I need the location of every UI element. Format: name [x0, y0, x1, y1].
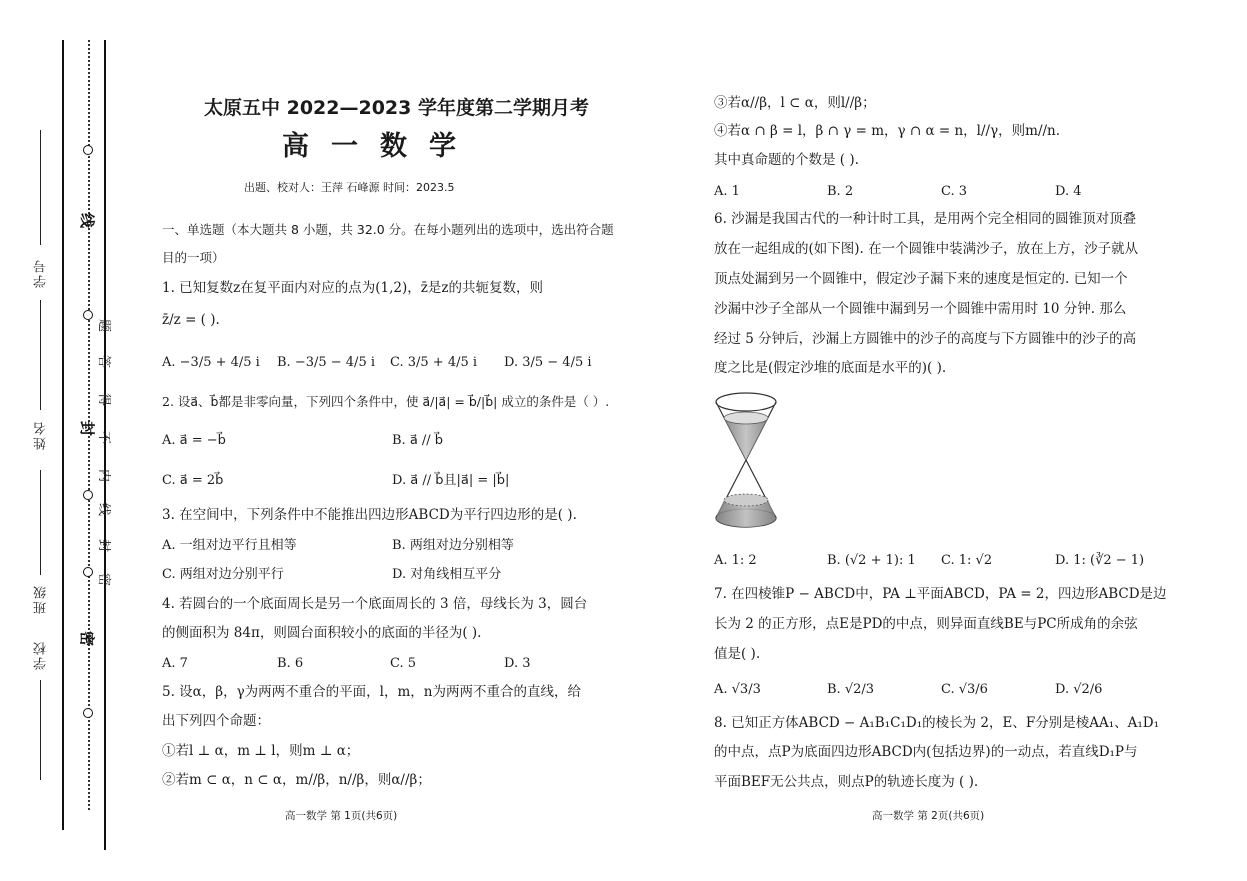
q1-option-c[interactable]: C. 3/5 + 4/5 i	[390, 355, 478, 370]
warn-char: 得	[96, 392, 112, 407]
q7-option-d[interactable]: D. √2/6	[1055, 682, 1103, 697]
warn-char: 封	[96, 538, 112, 553]
warn-char: 题	[96, 318, 112, 333]
warn-char: 线	[96, 502, 112, 517]
label-name: 姓名	[34, 420, 49, 450]
q6-line: 沙漏中沙子全部从一个圆锥中漏到另一个圆锥中需用时 10 分钟. 那么	[714, 301, 1127, 317]
q1-option-d[interactable]: D. 3/5 − 4/5 i	[504, 355, 592, 370]
q5-option-d[interactable]: D. 4	[1055, 184, 1082, 199]
binding-outer-line	[62, 40, 64, 830]
q1-stem: 1. 已知复数z在复平面内对应的点为(1,2)，z̄是z的共轭复数，则	[162, 280, 544, 296]
q3-option-d[interactable]: D. 对角线相互平分	[392, 567, 502, 582]
page-2	[700, 0, 1220, 881]
q3-option-b[interactable]: B. 两组对边分别相等	[392, 538, 514, 553]
q5-stem: 5. 设α，β，γ为两两不重合的平面，l，m，n为两两不重合的直线，给	[162, 684, 581, 700]
warn-char: 答	[96, 354, 112, 369]
exam-title: 太原五中 2022—2023 学年度第二学期月考	[204, 97, 589, 119]
q7-line: 长为 2 的正方形，点E是PD的中点，则异面直线BE与PC所成角的余弦	[714, 616, 1138, 632]
warn-char: 密	[96, 572, 112, 587]
section-heading-cont: 目的一项）	[162, 250, 225, 265]
q1-option-a[interactable]: A. −3/5 + 4/5 i	[162, 355, 260, 370]
q8-line: 平面BEF无公共点，则点P的轨迹长度为 ( ).	[714, 774, 979, 790]
binding-hole	[83, 145, 93, 155]
q2-option-d[interactable]: D. a⃗ // b⃗且|a⃗| = |b⃗|	[392, 473, 510, 488]
q5-option-b[interactable]: B. 2	[827, 184, 854, 199]
page-1-footer: 高一数学 第 1页(共6页)	[285, 810, 398, 822]
warn-char: 不	[96, 430, 112, 445]
q3-option-a[interactable]: A. 一组对边平行且相等	[162, 538, 297, 553]
q4-stem-cont: 的侧面积为 84π，则圆台面积较小的底面的半径为( ).	[162, 625, 482, 641]
field-name[interactable]	[40, 300, 41, 410]
hourglass-figure	[710, 388, 782, 533]
binding-strip	[0, 0, 140, 881]
exam-subject: 高一数学	[282, 131, 478, 162]
warn-char: 内	[96, 468, 112, 483]
label-student-no: 学号	[34, 258, 49, 288]
field-student-no[interactable]	[40, 130, 41, 245]
binding-hole	[83, 490, 93, 500]
page-1	[140, 0, 620, 881]
q6-option-c[interactable]: C. 1: √2	[941, 553, 993, 568]
q4-stem: 4. 若圆台的一个底面周长是另一个底面周长的 3 倍，母线长为 3，圆台	[162, 596, 588, 612]
q6-option-d[interactable]: D. 1: (∛2 − 1)	[1055, 553, 1145, 568]
q5-stem-cont: 出下列四个命题：	[162, 713, 270, 729]
q6-line: 度之比是(假定沙堆的底面是水平的)( ).	[714, 360, 947, 376]
q1-option-b[interactable]: B. −3/5 − 4/5 i	[277, 355, 376, 370]
q8-line: 8. 已知正方体ABCD − A₁B₁C₁D₁的棱长为 2，E、F分别是棱AA₁、A₁D₁	[714, 715, 1160, 731]
q7-option-b[interactable]: B. √2/3	[827, 682, 875, 697]
q4-option-d[interactable]: D. 3	[504, 656, 531, 671]
q1-stem-cont: z̄/z = ( ).	[162, 312, 220, 328]
q6-option-b[interactable]: B. (√2 + 1): 1	[827, 553, 916, 568]
q6-line: 6. 沙漏是我国古代的一种计时工具，是用两个完全相同的圆锥顶对顶叠	[714, 211, 1137, 227]
section-heading: 一、单选题（本大题共 8 小题，共 32.0 分。在每小题列出的选项中，选出符合题	[162, 222, 614, 237]
q5-proposition-4: ④若α ∩ β = l，β ∩ γ = m，γ ∩ α = n，l//γ，则m//n.	[714, 123, 1061, 139]
seal-char-xian: 线	[78, 212, 97, 229]
field-class[interactable]	[40, 470, 41, 575]
q4-option-a[interactable]: A. 7	[162, 656, 188, 671]
q3-option-c[interactable]: C. 两组对边分别平行	[162, 567, 284, 582]
q4-option-c[interactable]: C. 5	[390, 656, 417, 671]
q5-option-a[interactable]: A. 1	[714, 184, 740, 199]
binding-inner-line	[104, 40, 106, 850]
q7-option-c[interactable]: C. √3/6	[941, 682, 988, 697]
q7-line: 7. 在四棱锥P − ABCD中，PA ⊥平面ABCD，PA = 2，四边形ABCD是边	[714, 586, 1167, 602]
field-school[interactable]	[40, 680, 41, 780]
q5-proposition-1: ①若l ⊥ α，m ⊥ l，则m ⊥ α；	[162, 743, 360, 759]
q4-option-b[interactable]: B. 6	[277, 656, 304, 671]
binding-hole	[83, 708, 93, 718]
binding-hole	[83, 310, 93, 320]
label-school: 学校	[34, 640, 49, 670]
author-line: 出题、校对人：王萍 石峰源 时间：2023.5	[244, 181, 455, 194]
q6-option-a[interactable]: A. 1: 2	[714, 553, 757, 568]
q2-option-c[interactable]: C. a⃗ = 2b⃗	[162, 473, 224, 488]
q5-proposition-3: ③若α//β，l ⊂ α，则l//β；	[714, 95, 876, 111]
q8-line: 的中点，点P为底面四边形ABCD内(包括边界)的一动点，若直线D₁P与	[714, 744, 1138, 760]
label-class: 班级	[34, 584, 49, 614]
q2-option-a[interactable]: A. a⃗ = −b⃗	[162, 433, 226, 448]
page-2-footer: 高一数学 第 2页(共6页)	[872, 810, 985, 822]
q7-line: 值是( ).	[714, 646, 761, 662]
q6-line: 放在一起组成的(如下图). 在一个圆锥中装满沙子，放在上方，沙子就从	[714, 241, 1139, 257]
q6-line: 顶点处漏到另一个圆锥中，假定沙子漏下来的速度是恒定的. 已知一个	[714, 271, 1128, 287]
seal-char-mi: 密	[78, 630, 97, 647]
q2-option-b[interactable]: B. a⃗ // b⃗	[392, 433, 444, 448]
q5-ask: 其中真命题的个数是 ( ).	[714, 152, 859, 168]
binding-hole	[83, 567, 93, 577]
q3-stem: 3. 在空间中，下列条件中不能推出四边形ABCD为平行四边形的是( ).	[162, 507, 577, 523]
q2-stem: 2. 设a⃗、b⃗都是非零向量，下列四个条件中，使 a⃗/|a⃗| = b⃗/|b⃗| 成立的条件是（ ）.	[162, 394, 610, 409]
q5-proposition-2: ②若m ⊂ α，n ⊂ α，m//β，n//β，则α//β；	[162, 772, 431, 788]
q7-option-a[interactable]: A. √3/3	[714, 682, 761, 697]
q5-option-c[interactable]: C. 3	[941, 184, 968, 199]
q6-line: 经过 5 分钟后，沙漏上方圆锥中的沙子的高度与下方圆锥中的沙子的高	[714, 331, 1137, 347]
seal-char-feng: 封	[78, 420, 97, 437]
